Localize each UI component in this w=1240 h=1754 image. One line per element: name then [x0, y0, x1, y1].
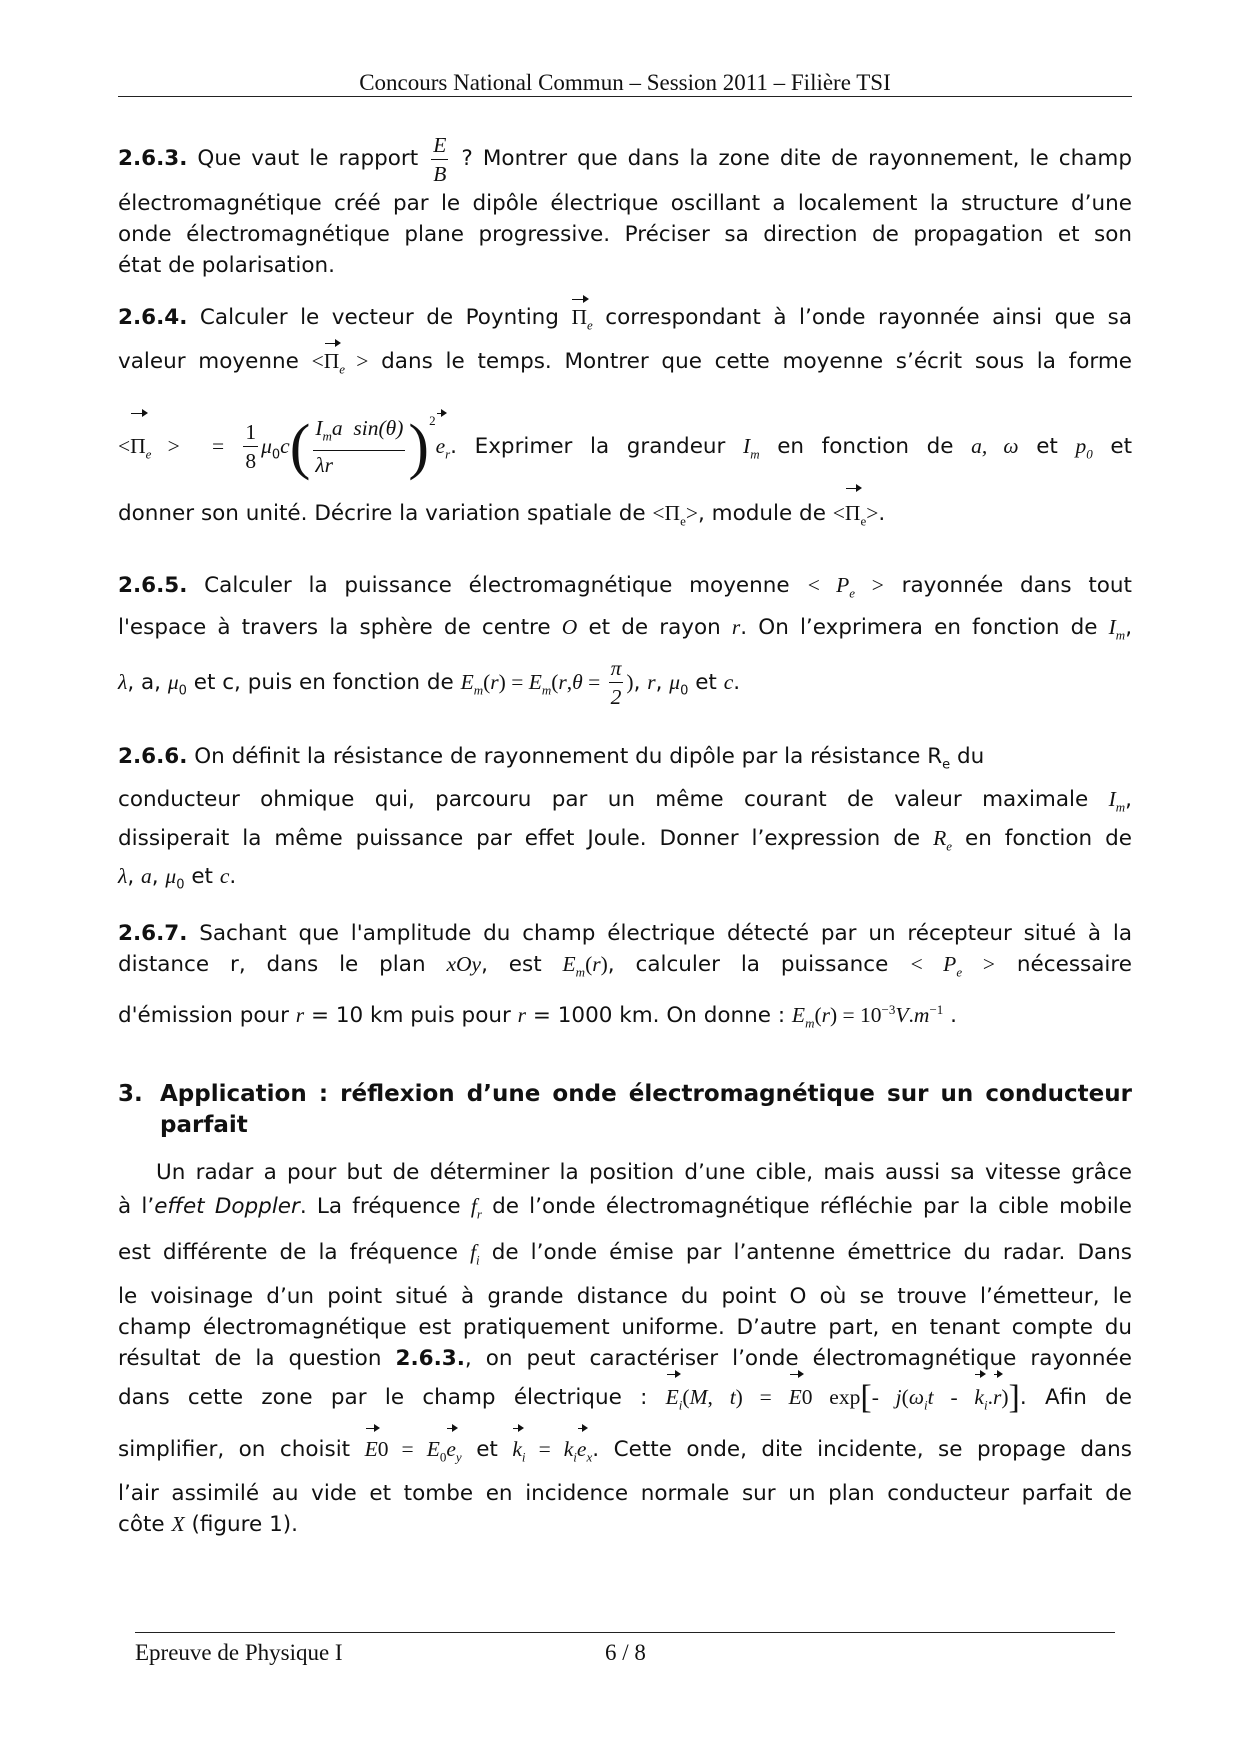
footer-title: Epreuve de Physique I — [135, 1640, 343, 1665]
ratio-e-over-b: $\frac{E}{B}$ — [433, 132, 447, 186]
question-label: 2.6.3. — [118, 146, 188, 171]
footer-rule — [135, 1632, 1115, 1633]
question-2-6-6: 2.6.6. On définit la résistance de rayonnement du dipôle par la résistance $R_e$ du conducteur ohmique qui, parcouru par un même courant de valeur maximale $I_m$, dissiperait la même puissance par effet Joule. Donner l’expression de $R_e$ en fonction de λ, a, $\mu_0$ et c. — [118, 744, 1132, 893]
page-number: 6 / 8 — [605, 1640, 646, 1665]
question-2-6-7: 2.6.7. Sachant que l'amplitude du champ électrique détecté par un récepteur situé à la distance r, dans le plan xOy, est $E_m(r)$, calculer la puissance < $P_e$ > nécessaire d'émission pour r = 10 km puis pour r = 1000 km. On donne : $E_m(r) = 10^{-3}V.m^{-1}$ . — [118, 921, 1132, 1031]
question-2-6-3: 2.6.3. Que vaut le rapport $\frac{E}{B}$ ? Montrer que dans la zone dite de rayonnement, le champ électromagnétique créé par le dipôle électrique oscillant a localement la structure d’une onde électromagnétique plane progressive. Préciser sa direction de propagation et son état de polarisation. — [118, 132, 1132, 278]
header-rule — [118, 96, 1132, 97]
question-label: 2.6.7. — [118, 921, 188, 947]
poynting-formula: $<\Pi_e$ > = $\frac{1}{8}$ $\mu_0c$( $\frac{I_ma \sin(\theta)}{\lambda r}$ )$^2e_r$. Exprimer la grandeur $I_m$ en fonction de a, ω et $p_0$ et — [118, 412, 1133, 481]
section-3-heading: 3. Application : réflexion d’une onde électromagnétique sur un conducteur parfait — [118, 1081, 1132, 1139]
question-label: 2.6.4. — [118, 305, 188, 330]
document-body — [118, 130, 1132, 1540]
question-label: 2.6.5. — [118, 573, 188, 599]
incident-field-formula: $E_i(M$, t) = E0 exp[- $j(\omega_it - k_i.r)$] — [666, 1385, 1020, 1410]
section-3-paragraph: Un radar a pour but de déterminer la position d’une cible, mais aussi sa vitesse grâce à l’effet Doppler. La fréquence $f_r$ de l’onde électromagnétique réfléchie par la cible mobile est différente de la fréquence $f_i$ de l’onde émise par l’antenne émettrice du radar. Dans le voisinage d’un point situé à grande distance du point O où se trouve l’émetteur, le champ électromagnétique est pratiquement uniforme. D’autre part, en tenant compte du résultat de la question 2.6.3., on peut caractériser l’onde électromagnétique rayonnée dans cette zone par le champ électrique : $E_i(M$, t) = E0 exp[- $j(\omega_it - k_i.r)$]. Afin de simplifier, on choisit $E0 = E_0e_y$ et $k_i = k_ie_x$. Cette onde, dite incidente, se propage dans l’air assimilé au vide et tombe en incidence normale sur un plan conducteur parfait de côte X (figure 1). — [118, 1160, 1132, 1538]
question-2-6-4: 2.6.4. Calculer le vecteur de Poynting $\Pi_e$ correspondant à l’onde rayonnée ainsi que sa valeur moyenne $<\Pi_e$ > dans le temps. Montrer que cette moyenne s’écrit sous la forme $<\Pi_e$ > = $\frac{1}{8}$ $\mu_0c$( $\frac{I_ma \sin(\theta)}{\lambda r}$ )$^2e_r$. Exprimer la grandeur $I_m$ en fonction de a, ω et $p_0$ et donner son unité. Décrire la variation spatiale de $<\Pi_e>$, module de $<\Pi_e>$. — [118, 299, 1132, 546]
page-header: Concours National Commun – Session 2011 – Filière TSI — [359, 70, 891, 95]
question-2-6-5: 2.6.5. Calculer la puissance électromagnétique moyenne < $P_e$ > rayonnée dans tout l'espace à travers la sphère de centre O et de rayon r. On l’exprimera en fonction de $I_m$, λ, a, $\mu_0$ et c, puis en fonction de $E_m(r) = E_m(r,\theta$ = $\frac{\pi}{2}$ ), r, $\mu_0$ et c. — [118, 573, 1133, 710]
question-label: 2.6.6. — [118, 744, 188, 770]
